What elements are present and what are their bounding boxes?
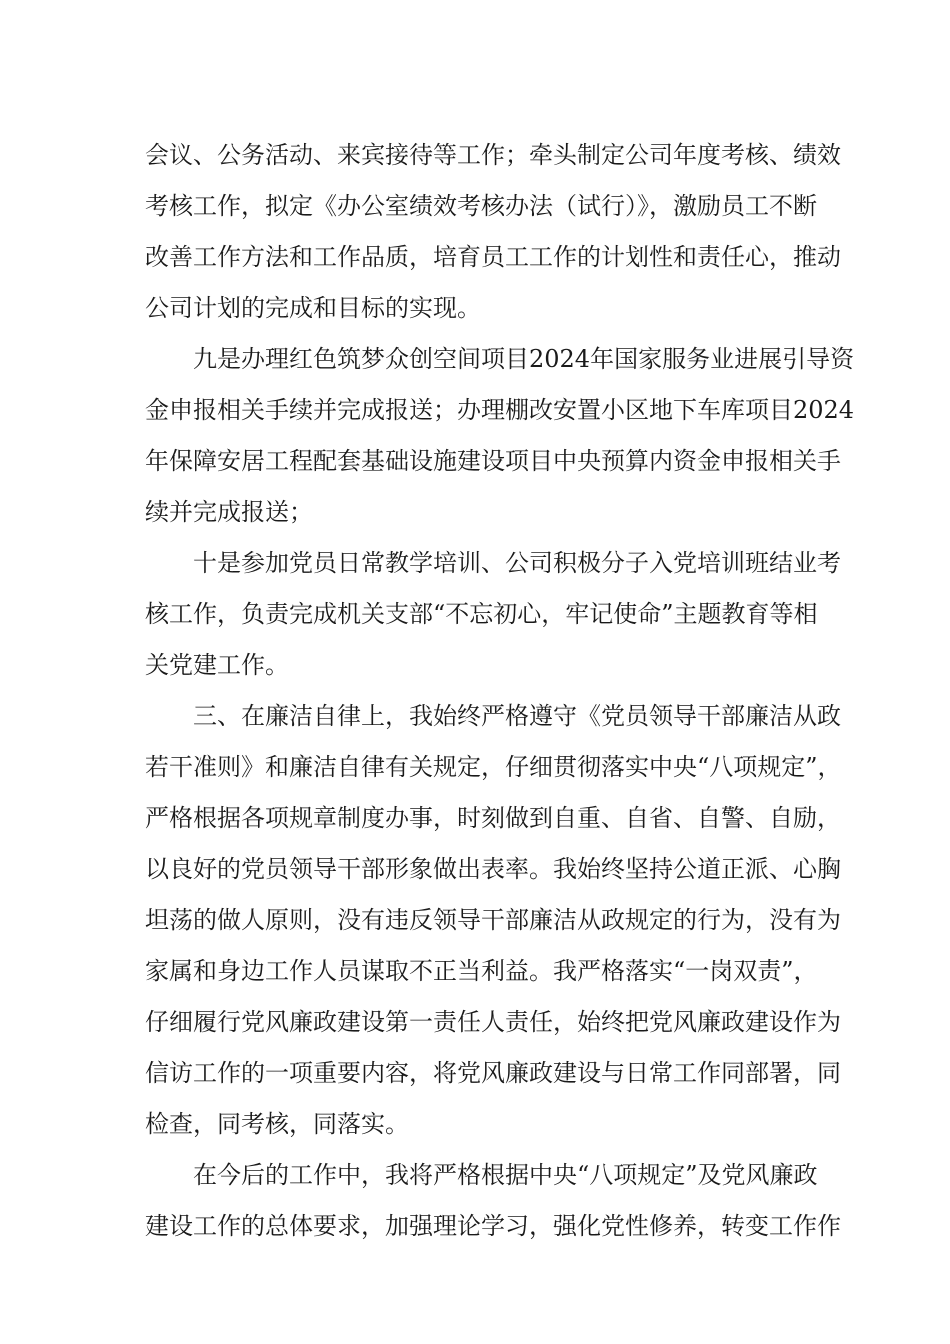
text-line: 三、在廉洁自律上，我始终严格遵守《党员领导干部廉洁从政 bbox=[193, 702, 841, 730]
text-line: 坦荡的做人原则，没有违反领导干部廉洁从政规定的行为，没有为 bbox=[145, 906, 841, 934]
text-line: 以良好的党员领导干部形象做出表率。我始终坚持公道正派、心胸 bbox=[145, 855, 841, 883]
text-line: 信访工作的一项重要内容，将党风廉政建设与日常工作同部署，同 bbox=[145, 1059, 841, 1087]
text-line: 家属和身边工作人员谋取不正当利益。我严格落实“一岗双责”， bbox=[145, 957, 818, 985]
text-line: 十是参加党员日常教学培训、公司积极分子入党培训班结业考 bbox=[193, 549, 841, 577]
text-line: 建设工作的总体要求，加强理论学习，强化党性修养，转变工作作 bbox=[145, 1212, 841, 1240]
text-line: 年保障安居工程配套基础设施建设项目中央预算内资金申报相关手 bbox=[145, 447, 841, 475]
text-line: 金申报相关手续并完成报送；办理棚改安置小区地下车库项目2024 bbox=[145, 396, 855, 424]
text-line: 核工作，负责完成机关支部“不忘初心，牢记使命”主题教育等相 bbox=[145, 600, 818, 628]
text-line: 公司计划的完成和目标的实现。 bbox=[145, 294, 481, 322]
text-line: 会议、公务活动、来宾接待等工作；牵头制定公司年度考核、绩效 bbox=[145, 141, 841, 169]
text-line: 九是办理红色筑梦众创空间项目2024年国家服务业进展引导资 bbox=[193, 345, 855, 373]
text-line: 续并完成报送； bbox=[145, 498, 313, 526]
text-line: 在今后的工作中，我将严格根据中央“八项规定”及党风廉政 bbox=[193, 1161, 818, 1189]
text-line: 考核工作，拟定《办公室绩效考核办法（试行）》，激励员工不断 bbox=[145, 192, 817, 220]
text-line: 改善工作方法和工作品质，培育员工工作的计划性和责任心，推动 bbox=[145, 243, 841, 271]
text-line: 关党建工作。 bbox=[145, 651, 289, 679]
text-line: 仔细履行党风廉政建设第一责任人责任，始终把党风廉政建设作为 bbox=[145, 1008, 841, 1036]
document-body bbox=[145, 130, 855, 1252]
text-line: 若干准则》和廉洁自律有关规定，仔细贯彻落实中央“八项规定”， bbox=[145, 753, 842, 781]
text-line: 严格根据各项规章制度办事，时刻做到自重、自省、自警、自励， bbox=[145, 804, 841, 832]
text-line: 检查，同考核，同落实。 bbox=[145, 1110, 409, 1138]
